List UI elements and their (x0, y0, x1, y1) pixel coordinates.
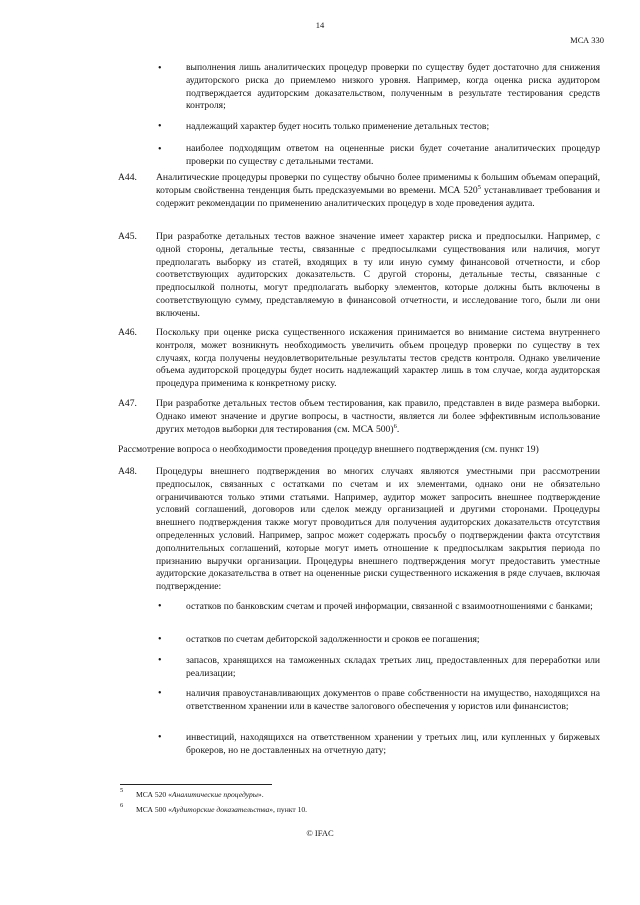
section-heading: Рассмотрение вопроса о необходимости проведения процедур внешнего подтверждения (см. пункт 19) (118, 444, 539, 455)
paragraph-a46: Поскольку при оценке риска существенного искажения принимается во внимание система внутреннего контроля, может возникнуть необходимость увеличить объем процедур проверки по существу в тех случаях, когда получены неудовлетворительные результаты тестов средств контроля. Однако увеличение объема аудиторской процедуры будет носить надлежащий характер лишь в том случае, когда аудиторская процедура применима к конкретному риску. (156, 327, 600, 390)
footnote-ref-6: 6 (393, 422, 397, 430)
footnote-ref-5: 5 (477, 183, 481, 191)
bullet-text: выполнения лишь аналитических процедур проверки по существу будет достаточно для снижения аудиторского риска до приемлемо низкого уровня. Например, когда оценка риска аудитором подтверждается аудиторским доказательством, полученным в результате тестирования средств контроля; (186, 62, 600, 112)
footnote-6 (136, 805, 596, 815)
footnote-title: Аудиторские доказательства (171, 805, 270, 814)
paragraph-a47 (156, 398, 600, 436)
footnote-text: МСА 500 « (136, 805, 172, 814)
standard-code: МСА 330 (570, 35, 604, 45)
paragraph-a44-text-end: устанавливает требования и содержит рекомендации по применению аналитических процедур в ходе проведения аудита. (156, 184, 600, 209)
bullet-icon: • (158, 655, 162, 666)
copyright-footer: © IFAC (306, 828, 334, 838)
footnote-divider (120, 784, 272, 785)
paragraph-label-a46: A46. (118, 327, 137, 338)
bullet-icon: • (158, 601, 162, 612)
paragraph-a47-text: При разработке детальных тестов объем тестирования, как правило, представлен в виде размера выборки. Однако имеют значение и другие вопросы, в частности, является ли более эффективным использование других методов выборки для тестирования (см. МСА 500) (156, 398, 600, 435)
footnote-text-end: ». (257, 790, 264, 799)
paragraph-label-a45: A45. (118, 231, 137, 242)
bullet-text: остатков по банковским счетам и прочей информации, связанной с взаимоотношениями с банками; (186, 601, 593, 612)
paragraph-label-a48: A48. (118, 466, 137, 477)
bullet-text: надлежащий характер будет носить только применение детальных тестов; (186, 121, 490, 132)
paragraph-a44-text: Аналитические процедуры проверки по существу обычно более применимы к большим объемам операций, которым свойственна тенденция быть предсказуемыми во времени. МСА 520 (156, 172, 600, 196)
bullet-icon: • (158, 121, 162, 132)
bullet-text: инвестиций, находящихся на ответственном хранении у третьих лиц, или купленных у биржевых брокеров, но не доставленных на отчетную дату; (186, 732, 600, 756)
bullet-text: остатков по счетам дебиторской задолженности и сроков ее погашения; (186, 634, 480, 645)
paragraph-label-a47: A47. (118, 398, 137, 409)
bullet-icon: • (158, 732, 162, 743)
bullet-icon: • (158, 688, 162, 699)
bullet-text: наиболее подходящим ответом на оцененные риски будет сочетание аналитических процедур проверки по существу с детальными тестами. (186, 143, 600, 167)
paragraph-a45: При разработке детальных тестов важное значение имеет характер риска и предпосылки. Например, с одной стороны, детальные тесты, связанные с предпосылками существования или наличия, могут предполагать выборку из статей, входящих в ту или иную сумму финансовой отчетности, и сбор соответствующих аудиторских доказательств. С другой стороны, детальные тесты, связанные с предпосылкой полноты, могут предполагать выборку элементов, которые должны быть включены в соответствующую сумму, представляемую в финансовой отчетности, и исследование того, были ли они включены. (156, 231, 600, 319)
paragraph-a44 (156, 172, 600, 210)
bullet-icon: • (158, 63, 162, 74)
paragraph-label-a44: A44. (118, 172, 137, 183)
footnote-title: Аналитические процедуры (171, 790, 258, 799)
footnote-number: 6 (120, 802, 124, 809)
page-number: 14 (315, 20, 325, 30)
paragraph-a48: Процедуры внешнего подтверждения во многих случаях являются уместными при рассмотрении предпосылок, связанных с остатками по счетам и их элементами, однако они не обязательно ограничиваются только этими статьями. Например, аудитор может запросить внешнее подтверждение условий соглашений, договоров или сделок между организацией и другими сторонами. Процедуры внешнего подтверждения также могут проводиться для получения аудиторских доказательств отсутствия определенных условий. Например, запрос может содержать просьбу о подтверждении факта отсутствия дополнительных соглашений, которые могут иметь отношение к предпосылкам закрытия периода по признанию выручки организации. Процедуры внешнего подтверждения могут предоставить уместные аудиторские доказательства в ответ на оцененные риски существенного искажения в ряде случаев, включая подтверждение: (156, 466, 600, 593)
bullet-text: запасов, хранящихся на таможенных складах третьих лиц, предоставленных для переработки или реализации; (186, 655, 600, 679)
paragraph-a47-text-end: . (396, 423, 400, 435)
bullet-icon: • (158, 144, 162, 155)
footnote-number: 5 (120, 787, 124, 794)
footnote-text: МСА 520 « (136, 790, 172, 799)
footnote-text-end: », пункт 10. (269, 805, 308, 814)
footnote-5 (136, 790, 596, 800)
bullet-icon: • (158, 634, 162, 645)
bullet-text: наличия правоустанавливающих документов о праве собственности на имущество, находящихся на ответственном хранении или в качестве залогового обеспечения у юристов или финансистов; (186, 688, 600, 712)
